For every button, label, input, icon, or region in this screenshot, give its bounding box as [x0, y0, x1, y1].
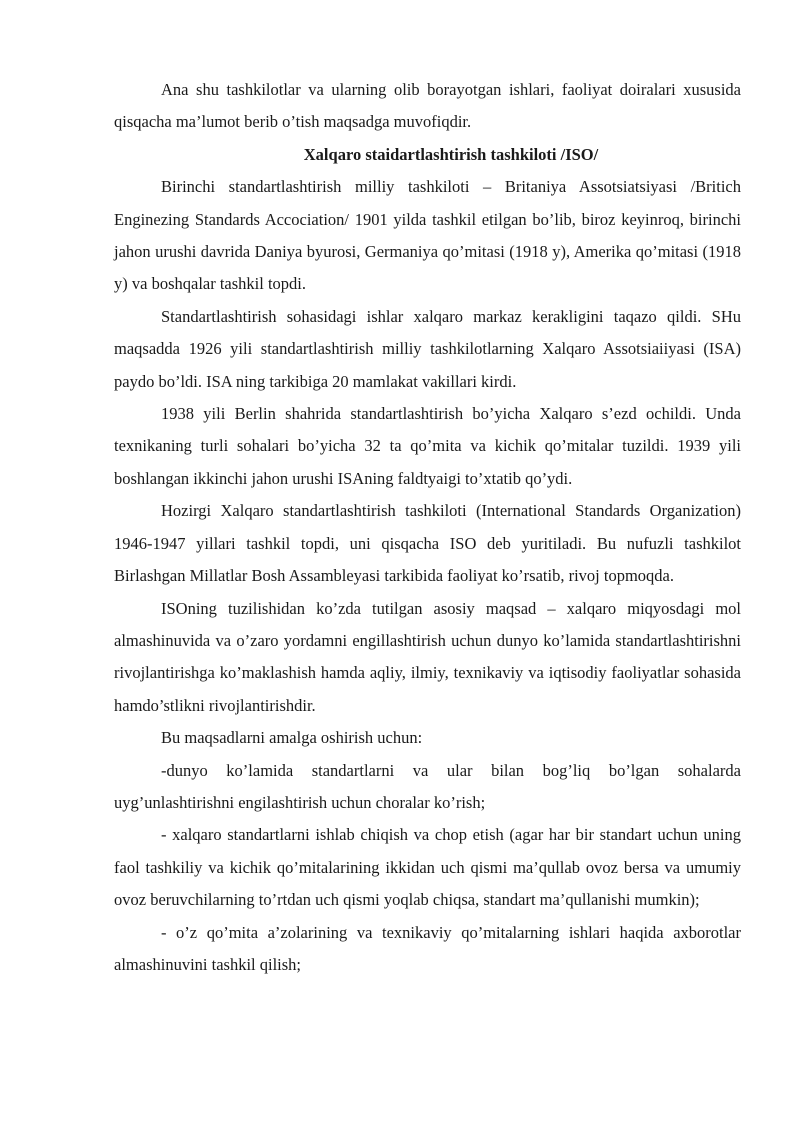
paragraph: Standartlashtirish sohasidagi ishlar xalqaro markaz kerakligini taqazo qildi. SHu maqsadda 1926 yili standartlashtirish milliy tashkilotlarning Xalqaro Assotsiaiiyasi (ISA) paydo bo’ldi. ISA ning tarkibiga 20 mamlakat vakillari kirdi.	[114, 306, 741, 391]
paragraph: Hozirgi Xalqaro standartlashtirish tashkiloti (International Standards Organization) 1946-1947 yillari tashkil topdi, uni qisqacha ISO deb yuritiladi. Bu nufuzli tashkilot Birlashgan Millatlar Bosh Assambleyasi tarkibida faoliyat ko’rsatib, rivoj topmoqda.	[114, 501, 741, 586]
paragraph: ISOning tuzilishidan ko’zda tutilgan asosiy maqsad – xalqaro miqyosdagi mol almashinuvida va o’zaro yordamni engillashtirish uchun dunyo ko’lamida standartlashtirishni rivojlantirishga ko’maklashish hamda aqliy, ilmiy, texnikaviy va iqtisodiy faoliyatlar sohasida hamdo’stlikni rivojlantirishdir.	[114, 598, 741, 715]
paragraph: Birinchi standartlashtirish milliy tashkiloti – Britaniya Assotsiatsiyasi /Britich Enginezing Standards Accociation/ 1901 yilda tashkil etilgan bo’lib, biroz keyinroq, birinchi jahon urushi davrida Daniya byurosi, Germaniya qo’mitasi (1918 y), Amerika qo’mitasi (1918 y) va boshqalar tashkil topdi.	[114, 177, 741, 294]
intro-paragraph: Ana shu tashkilotlar va ularning olib borayotgan ishlari, faoliyat doiralari xususida qisqacha ma’lumot berib o’tish maqsadga muvofiqdir.	[114, 80, 741, 132]
section-heading: Xalqaro staidartlashtirish tashkiloti /ISO/	[303, 144, 599, 164]
list-item: - xalqaro standartlarni ishlab chiqish va chop etish (agar har bir standart uchun uning faol tashkiliy va kichik qo’mitalarining ikkidan uch qismi ma’qullab ovoz bersa va umumiy ovoz beruvchilarning to’rtdan uch qismi yoqlab chiqsa, standart ma’qullanishi mumkin);	[114, 825, 741, 910]
list-item: - o’z qo’mita a’zolarining va texnikaviy qo’mitalarning ishlari haqida axborotlar almashinuvini tashkil qilish;	[114, 922, 741, 974]
list-item: -dunyo ko’lamida standartlarni va ular bilan bog’liq bo’lgan sohalarda uyg’unlashtirishni engilashtirish uchun choralar ko’rish;	[114, 760, 741, 812]
paragraph: 1938 yili Berlin shahrida standartlashtirish bo’yicha Xalqaro s’ezd ochildi. Unda texnikaning turli sohalari bo’yicha 32 ta qo’mita va kichik qo’mitalar tuzildi. 1939 yili boshlangan ikkinchi jahon urushi ISAning faldtyaigi to’xtatib qo’ydi.	[114, 404, 741, 488]
paragraph: Bu maqsadlarni amalga oshirish uchun:	[161, 728, 423, 748]
document-page	[114, 74, 741, 981]
